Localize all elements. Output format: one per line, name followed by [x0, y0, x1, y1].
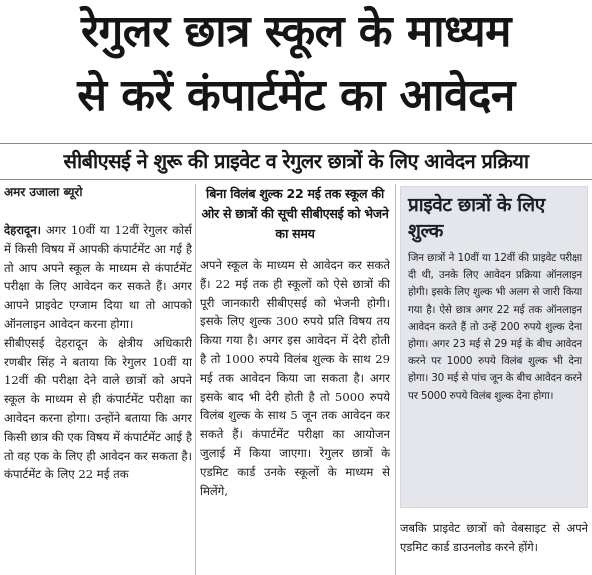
article-column-1: [4, 221, 192, 575]
paragraph-text: अगर 10वीं या 12वीं रेगुलर कोर्स में किसी विषय में आपकी कंपार्टमेंट आ गई है तो आप अपने स्कूल के माध्यम से कंपार्टमेंट परीक्षा के लिए आवेदन कर सकते हैं। अगर आपने प्राइवेट एग्जाम दिया था तो आपको ऑनलाइन आवेदन करना होगा।: [4, 223, 192, 331]
sidebar-box-title: प्राइवेट छात्रों के लिए शुल्क: [408, 194, 545, 242]
pull-quote: बिना विलंब शुल्क 22 मई तक स्कूल की ओर से छात्रों की सूची सीबीएसई को भेजने का समय: [201, 186, 389, 241]
dateline: देहरादून।: [4, 223, 42, 237]
paragraph: अपने स्कूल के माध्यम से आवेदन कर सकते हैं। 22 मई तक ही स्कूलों को ऐसे छात्रों की पूरी जानकारी सीबीएसई को भेजनी होगी। इसके लिए शुल्क 300 रुपये प्रति विषय तय किया गया है। अगर इस आवेदन में देरी होती है तो 1000 रुपये विलंब शुल्क के साथ 29 मई तक आवेदन किया जा सकता है। अगर इसके बाद भी देरी होती है तो 5000 रुपये विलंब शुल्क के साथ 5 जून तक आवेदन कर सकते हैं। कंपार्टमेंट परीक्षा का आयोजन जुलाई में किया जाएगा। रेगुलर छात्रों के एडमिट कार्ड उनके स्कूलों के माध्यम से मिलेंगे,: [200, 258, 390, 498]
column-divider: [195, 184, 196, 575]
article-column-3: [400, 519, 588, 575]
divider: [0, 143, 592, 144]
article-column-2: [200, 256, 390, 575]
paragraph: जबकि प्राइवेट छात्रों को वेबसाइट से अपने एडमिट कार्ड डाउनलोड करने होंगे।: [400, 521, 588, 554]
paragraph: सीबीएसई देहरादून के क्षेत्रीय अधिकारी रणबीर सिंह ने बताया कि रेगुलर 10वीं या 12वीं की परीक्षा देने वाले छात्रों को अपने स्कूल के माध्यम से ही कंपार्टमेंट परीक्षा का आवेदन करना होगा। उन्होंने बताया कि अगर किसी छात्र की एक विषय में कंपार्टमेंट आई है तो वह एक के लिए ही आवेदन कर सकता है। कंपार्टमेंट के लिए 22 मई तक: [4, 335, 192, 482]
headline-line-1: रेगुलर छात्र स्कूल के माध्यम: [80, 6, 511, 57]
paragraph: [4, 221, 192, 334]
byline: अमर उजाला ब्यूरो: [4, 185, 83, 199]
subheadline: सीबीएसई ने शुरू की प्राइवेट व रेगुलर छात्रों के लिए आवेदन प्रक्रिया: [63, 149, 529, 173]
divider: [0, 179, 592, 180]
headline-line-2: से करें कंपार्टमेंट का आवेदन: [77, 70, 515, 121]
column-divider: [395, 184, 396, 575]
sidebar-box-body: जिन छात्रों ने 10वीं या 12वीं की प्राइवेट परीक्षा दी थी, उनके लिए आवेदन प्रक्रिया ऑनलाइन होगी। इसके लिए शुल्क भी अलग से जारी किया गया है। ऐसे छात्र अगर 22 मई तक ऑनलाइन आवेदन करते हैं तो उन्हें 200 रुपये शुल्क देना होगा। अगर 23 मई से 29 मई के बीच आवेदन करने पर 1000 रुपये विलंब शुल्क भी देना होगा। 30 मई से पांच जून के बीच आवेदन करने पर 5000 रुपये विलंब शुल्क देना होगा।: [408, 252, 582, 402]
headline: [4, 0, 588, 128]
